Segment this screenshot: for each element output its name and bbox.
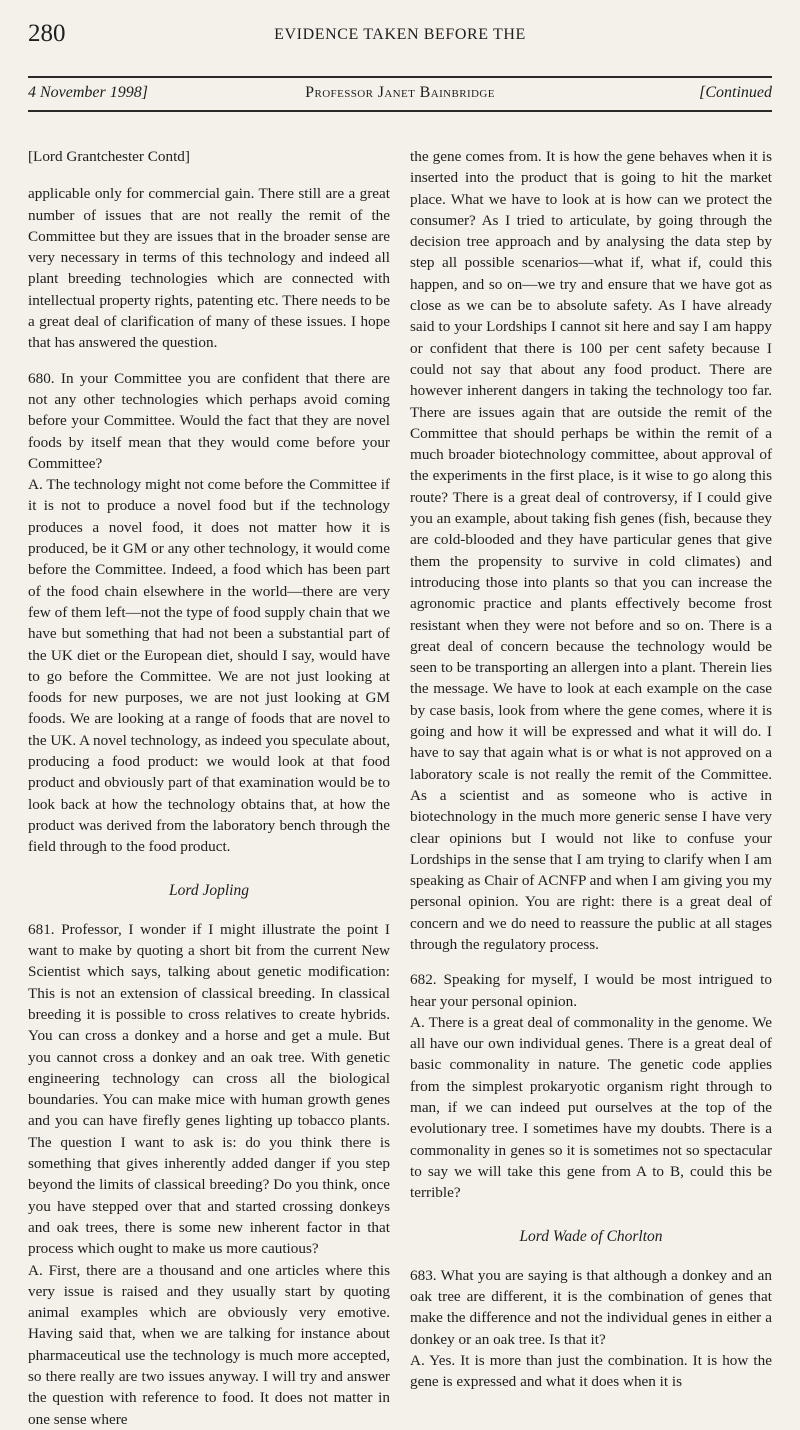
speaker-heading: Lord Wade of Chorlton: [519, 1227, 663, 1245]
answer-683: A. Yes. It is more than just the combination. It is how the gene is expressed and what it does when it is: [410, 1352, 772, 1391]
header-rule-top: [28, 76, 772, 78]
header-rule-bottom: [28, 110, 772, 112]
left-column: [28, 146, 390, 1430]
question-680: 680. In your Committee you are confident that there are not any other technologies which perhaps avoid coming before your Committee. Would the fact that they are novel foods by itself mean that they would come before your Committee?: [28, 369, 390, 472]
header-sub: [28, 84, 772, 108]
paragraph: applicable only for commercial gain. There still are a great number of issues that are not really the remit of the Committee but they are issues that in the broader sense are very necessary in terms of this technology and indeed all plant breeding technologies which are connected with intellectual property rights, patenting etc. There needs to be a great deal of clarification of many of these issues. I hope that has answered the question.: [28, 185, 390, 352]
answer-682: A. There is a great deal of commonality in the genome. We all have our own individual genes. There is a great deal of basic commonality in nature. The genetic code applies from the simplest prokaryotic organism right through to man, if we can indeed put ourselves at the top of the evolutionary tree. I sometimes have my doubts. There is a commonality in genes so it is sometimes not so spectacular to say we will take this gene from A to B, could this be terrible?: [410, 1013, 772, 1202]
hearing-date: 4 November 1998]: [28, 84, 148, 101]
paragraph: the gene comes from. It is how the gene behaves when it is inserted into the product that is going to hit the market place. What we have to look at is how can we protect the consumer? As I tried to articulate, by going through the decision tree approach and by analysing the data step by step all possible scenarios—what if, what if, could this happen, and so on—we try and ensure that we have got as close as we can be to absolute safety. As I have already said to your Lordships I cannot sit here and say I am happy or confident that there is 100 per cent safety because I could not say that about any food product. There are however inherent dangers in taking the technology too far. There are issues again that are outside the remit of the Committee that should perhaps be within the remit of a much broader biotechnology committee, about approval of the experiments in the first place, is it wise to go along this route? There is a great deal of controversy, if I could give you an example, about taking fish genes (fish, because they are cold-blooded and they have particular genes that give them the propensity to survive in cold climates) and introducing those into plants so that you can increase the agronomic practice and plants effectively become frost resistant when they were not before and so on. There is a great deal of concern because the technology would be seen to be transporting an allergen into a plant. Therein lies the message. We have to look at each example on the case by case basis, look from where the gene comes, where it is going and how it will be expressed and what it will do. I have to say that again what is or what is not approved on a laboratory scale is not really the remit of the Committee. As a scientist and as someone who is active in biotechnology in the much more generic sense I have very clear opinions but I would not like to confuse your Lordships in the sense that I am trying to clarify when I am speaking as Chair of ACNFP and when I am giving you my personal opinion. You are right: there is a great deal of concern and we do need to reassure the public at all stages through the regulatory process.: [410, 148, 772, 953]
answer-680: A. The technology might not come before the Committee if it is not to produce a novel food but if the technology produces a novel food, it does not matter how it is produced, be it GM or any other technology, it would come before the Committee. Indeed, a food which has been part of the food chain elsewhere in the world—there are very few of them left—not the type of food supply chain that we have but something that had not been a substantial part of the UK diet or the European diet, should I say, would have to go before the Committee. We are not just looking at foods for new purposes, we are not just looking at GM foods. We are looking at a range of foods that are novel to the UK. A novel technology, as indeed you speculate about, producing a food product: we would look at that food product and obviously part of that examination would be to look back at how the technology obtains that, at how the product was derived from the laboratory bench through the field through to the food product.: [28, 476, 390, 856]
header-top: [28, 16, 772, 56]
question-683: 683. What you are saying is that although a donkey and an oak tree are different, it is the combination of genes that make the difference and not the individual genes in either a donkey or an oak tree. Is that it?: [410, 1266, 772, 1348]
question-681: 681. Professor, I wonder if I might illustrate the point I want to make by quoting a short bit from the current New Scientist which says, talking about genetic modification: This is not an extension of classical breeding. In classical breeding it is possible to cross relatives to create hybrids. You can cross a donkey and a horse and get a mule. But you cannot cross a donkey and an oak tree. With genetic engineering technology can cross all the biological boundaries. You can make mice with human growth genes and you can have firefly genes lighting up tobacco plants. The question I want to ask is: do you think there is something that gives inherently added danger if you step beyond the limits of classical breeding? Do you think, once you have stepped over that and started crossing donkeys and oak trees, there is some new inherent factor in that process which ought to make us more cautious?: [28, 920, 390, 1258]
page-number: 280: [28, 20, 66, 47]
right-column: [410, 146, 772, 1393]
witness-name: Professor Janet Bainbridge: [305, 84, 495, 101]
running-title: EVIDENCE TAKEN BEFORE THE: [274, 26, 526, 43]
continued-label: [Continued: [699, 84, 772, 101]
section-label: [Lord Grantchester Contd]: [28, 148, 190, 165]
speaker-heading: Lord Jopling: [169, 881, 249, 899]
question-682: 682. Speaking for myself, I would be most intrigued to hear your personal opinion.: [410, 971, 772, 1010]
answer-681: A. First, there are a thousand and one articles where this very issue is raised and they usually start by quoting animal examples which are obviously very emotive. Having said that, when we are talking for instance about pharmaceutical use the technology is much more accepted, so there really are two issues anyway. I will try and answer the question with reference to food. It does not matter in one sense where: [28, 1261, 390, 1428]
